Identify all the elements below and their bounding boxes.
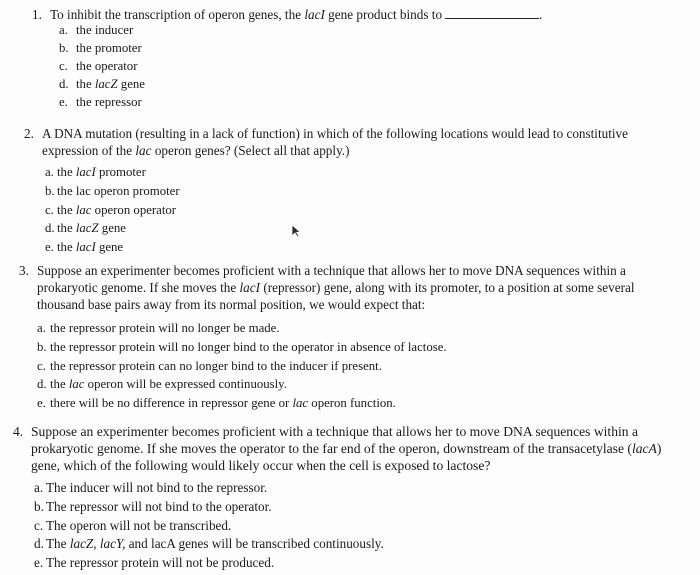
option-letter: a.: [37, 321, 46, 335]
option-letter: d.: [45, 221, 55, 236]
stem-text: prokaryotic genome. If she moves the operator to the far end of the operon, downstream of the transacetylase (: [31, 441, 632, 456]
option-d[interactable]: [42, 221, 682, 240]
question-2-stem: [24, 125, 682, 159]
option-d[interactable]: [50, 77, 690, 95]
option-text: the: [57, 165, 76, 179]
gene-name: lac: [292, 396, 309, 411]
question-3-stem: [19, 262, 682, 313]
question-4: [13, 423, 681, 574]
option-c[interactable]: [50, 59, 690, 77]
option-letter: e.: [59, 95, 68, 109]
option-text: The operon will not be transcribed.: [46, 517, 232, 533]
option-text: there will be no difference in repressor gene or: [50, 396, 293, 411]
stem-line: thousand base pairs away from its normal position, we would expect that:: [37, 297, 426, 312]
gene-name: lacI: [75, 240, 96, 255]
option-letter: e.: [34, 555, 44, 571]
option-text: the: [57, 240, 76, 255]
option-text: and lacA genes will be transcribed continuously.: [125, 536, 384, 552]
gene-name: lacI: [304, 7, 325, 22]
option-b[interactable]: [37, 340, 682, 359]
question-number: 4.: [13, 424, 24, 439]
option-letter: e.: [45, 240, 54, 255]
gene-name: lac: [68, 377, 85, 392]
option-letter: b.: [34, 498, 44, 514]
option-letter: a.: [45, 165, 54, 179]
option-text: The: [46, 536, 70, 552]
option-letter: b.: [59, 41, 69, 55]
option-letter: b.: [45, 183, 55, 198]
option-a[interactable]: [31, 480, 681, 499]
option-text: gene: [117, 77, 145, 91]
option-c[interactable]: [31, 518, 681, 537]
option-text: The repressor protein will not be produced.: [46, 555, 275, 571]
stem-line: [31, 440, 681, 457]
option-text: the: [76, 77, 95, 91]
option-text: the inducer: [76, 23, 134, 37]
question-number: 3.: [19, 263, 29, 278]
stem-text: (repressor) gene, along with its promoter, to a position at some several: [260, 280, 635, 295]
option-letter: c.: [59, 59, 68, 73]
option-letter: c.: [37, 358, 46, 373]
question-3: [19, 262, 682, 415]
option-text: operon will be expressed continuously.: [84, 377, 287, 392]
option-a[interactable]: [42, 165, 682, 184]
option-a[interactable]: [37, 321, 682, 340]
option-d[interactable]: [31, 536, 681, 555]
option-text: the repressor protein will no longer be made.: [50, 321, 280, 335]
option-text: gene: [98, 221, 126, 236]
gene-name: lac: [75, 202, 92, 217]
option-letter: d.: [34, 536, 44, 552]
question-2: [24, 125, 682, 259]
option-e[interactable]: [37, 396, 682, 415]
option-text: the: [57, 202, 76, 217]
gene-name: lacZ: [75, 221, 99, 236]
option-text: the operator: [76, 59, 138, 73]
option-a[interactable]: [50, 23, 690, 41]
question-4-options: [31, 480, 681, 574]
option-d[interactable]: [37, 377, 682, 396]
stem-text: expression of the: [42, 143, 136, 158]
option-letter: c.: [34, 517, 44, 533]
gene-name: lacI: [239, 280, 261, 295]
stem-line: [42, 142, 682, 159]
option-letter: d.: [37, 377, 47, 392]
mouse-pointer-icon: [291, 224, 303, 238]
stem-text: prokaryotic genome. If she moves the: [37, 280, 240, 295]
gene-name: lacI: [75, 165, 96, 179]
stem-line: [37, 279, 682, 296]
option-text: promoter: [95, 165, 146, 179]
option-text: the repressor protein can no longer bind to the inducer if present.: [50, 358, 382, 373]
option-letter: c.: [45, 202, 54, 217]
option-letter: b.: [37, 339, 47, 354]
option-text: The inducer will not bind to the repressor.: [46, 480, 268, 495]
option-b[interactable]: [42, 184, 682, 203]
option-b[interactable]: [31, 499, 681, 518]
stem-line: Suppose an experimenter becomes proficient with a technique that allows her to move DNA sequences within a: [31, 424, 639, 439]
option-c[interactable]: [42, 203, 682, 222]
answer-blank: [445, 7, 539, 19]
question-2-options: [42, 165, 682, 259]
stem-text: To inhibit the transcription of operon genes, the: [50, 7, 305, 22]
option-letter: a.: [59, 23, 68, 37]
option-text: gene: [95, 240, 124, 255]
question-1-options: [50, 23, 690, 113]
question-3-options: [37, 321, 682, 415]
question-4-stem: [13, 423, 681, 474]
stem-text: .: [539, 7, 543, 22]
question-number: 1.: [32, 7, 42, 22]
option-text: operon function.: [308, 396, 396, 411]
stem-text: gene product binds to: [324, 7, 443, 22]
question-number: 2.: [24, 126, 34, 141]
option-e[interactable]: [42, 240, 682, 259]
stem-line: Suppose an experimenter becomes proficient with a technique that allows her to move DNA sequences within a: [37, 263, 626, 278]
gene-name: lacZ, lacY,: [69, 536, 126, 552]
option-letter: d.: [59, 77, 69, 91]
option-b[interactable]: [50, 41, 690, 59]
question-1: [32, 6, 690, 113]
question-1-stem: [32, 6, 690, 23]
option-text: the: [57, 221, 76, 236]
gene-name: lac: [135, 143, 152, 158]
option-text: operon operator: [91, 202, 177, 217]
gene-name: lacA: [631, 441, 657, 456]
option-text: the repressor: [76, 95, 142, 109]
option-e[interactable]: [50, 95, 690, 113]
stem-line: gene, which of the following would likely occur when the cell is exposed to lactose?: [31, 458, 491, 473]
option-letter: a.: [34, 480, 44, 495]
option-text: the lac operon promoter: [57, 183, 180, 198]
stem-text: ): [656, 441, 662, 456]
option-text: The repressor will not bind to the operator.: [46, 498, 272, 514]
option-text: the repressor protein will no longer bind to the operator in absence of lactose.: [50, 339, 447, 354]
option-text: the promoter: [76, 41, 142, 55]
option-e[interactable]: [31, 555, 681, 574]
option-text: the: [50, 377, 69, 392]
option-letter: e.: [37, 396, 46, 411]
stem-line: A DNA mutation (resulting in a lack of function) in which of the following locations would lead to constitutive: [42, 126, 629, 141]
stem-text: operon genes? (Select all that apply.): [151, 143, 350, 158]
option-c[interactable]: [37, 359, 682, 378]
gene-name: lacZ: [94, 77, 118, 91]
